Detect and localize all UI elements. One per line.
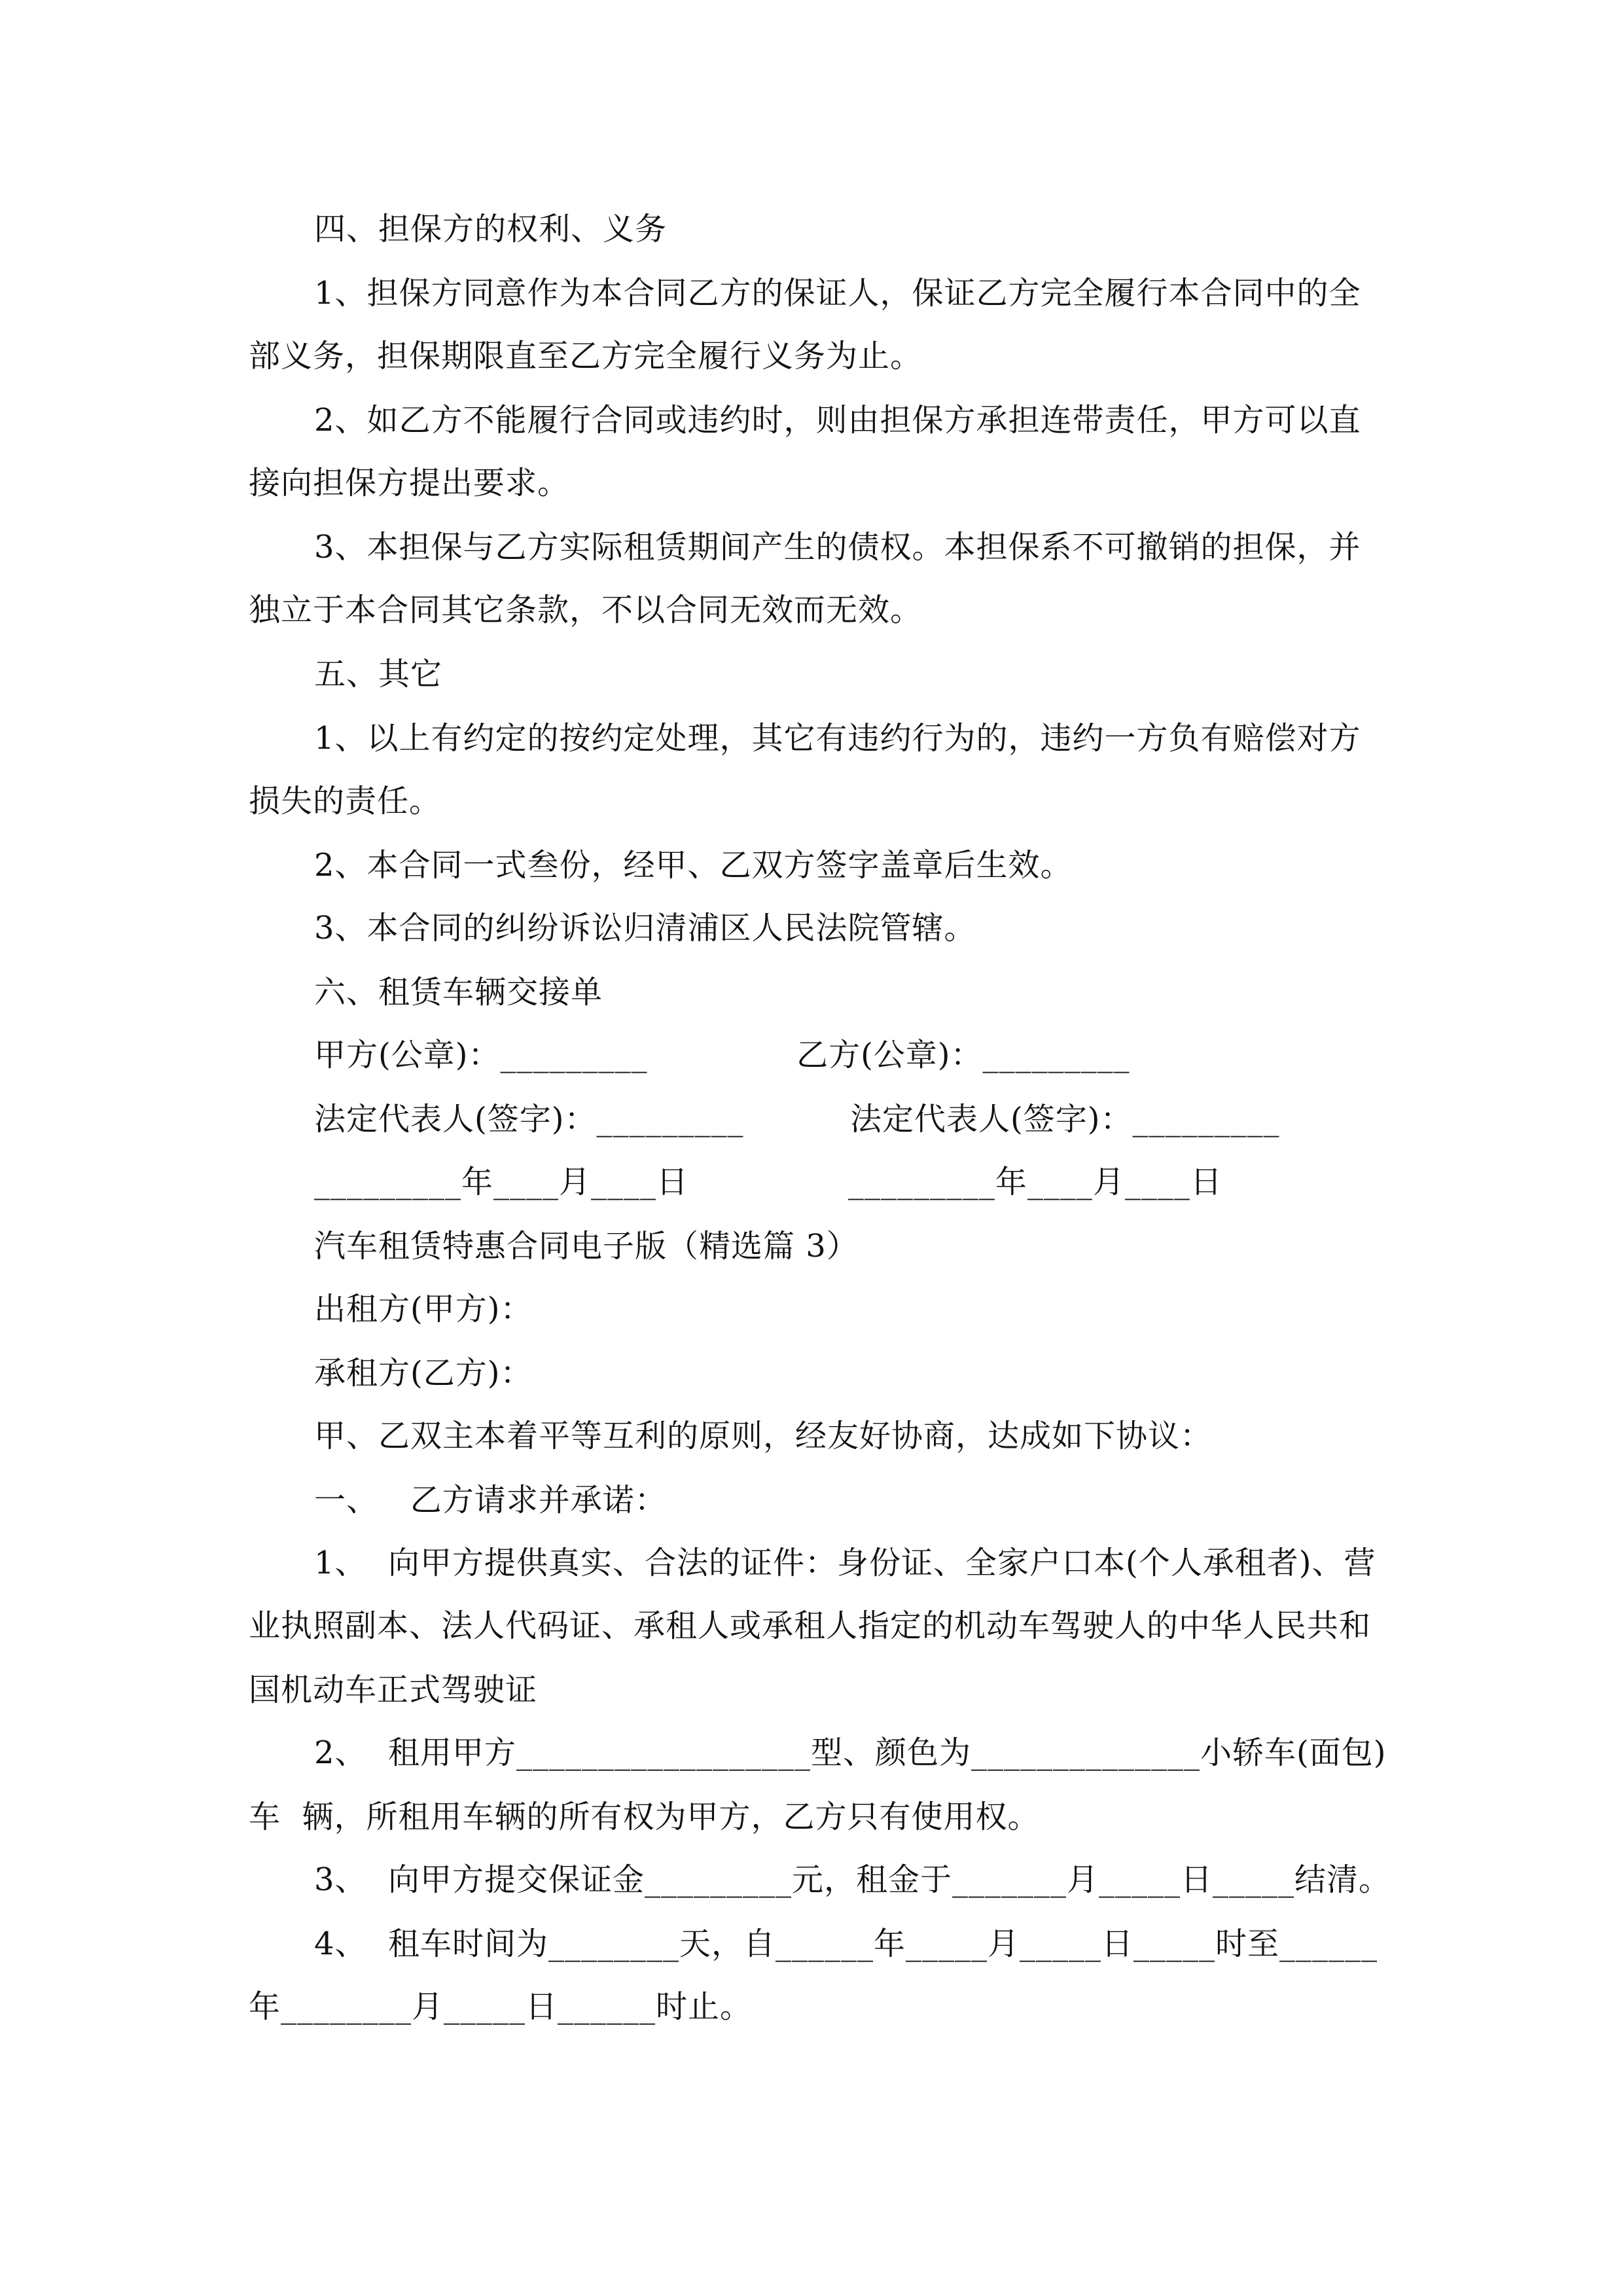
lessee-line: 承租方(乙方)： [314, 1355, 533, 1391]
clause-line: 1、担保方同意作为本合同乙方的保证人，保证乙方完全履行本合同中的全 [314, 275, 1361, 312]
section-heading-other: 五、其它 [314, 656, 443, 692]
clause-line: 接向担保方提出要求。 [249, 465, 570, 501]
section-heading-handover: 六、租赁车辆交接单 [314, 974, 603, 1011]
clause-line: 3、本担保与乙方实际租赁期间产生的债权。本担保系不可撤销的担保，并 [314, 529, 1361, 565]
clause-line: 国机动车正式驾驶证 [249, 1672, 538, 1708]
signature-seal-line: 甲方(公章)：_________ 乙方(公章)：_________ [314, 1037, 1130, 1073]
section-heading-lessee-commitments: 一、 乙方请求并承诺： [314, 1482, 667, 1518]
signature-representative-line: 法定代表人(签字)：_________ 法定代表人(签字)：_________ [314, 1101, 1280, 1138]
clause-line: 2、 租用甲方__________________型、颜色为______________小轿车(面包) [314, 1734, 1387, 1771]
clause-line: 车 辆，所租用车辆的所有权为甲方，乙方只有使用权。 [249, 1799, 1040, 1835]
clause-line: 独立于本合同其它条款，不以合同无效而无效。 [249, 592, 923, 628]
clause-line: 4、 租车时间为________天，自______年_____月_____日_____时至______ [314, 1926, 1378, 1962]
clause-line: 2、如乙方不能履行合同或违约时，则由担保方承担连带责任，甲方可以直 [314, 402, 1361, 439]
lessor-line: 出租方(甲方)： [314, 1291, 533, 1327]
clause-line: 1、以上有约定的按约定处理，其它有违约行为的，违约一方负有赔偿对方 [314, 720, 1361, 757]
clause-line: 3、 向甲方提交保证金_________元，租金于_______月_____日_____结清。 [314, 1861, 1391, 1898]
section-heading-guarantor-rights: 四、担保方的权利、义务 [314, 211, 668, 247]
clause-line: 2、本合同一式叁份，经甲、乙双方签字盖章后生效。 [314, 847, 1073, 884]
clause-line: 3、本合同的纠纷诉讼归清浦区人民法院管辖。 [314, 910, 976, 946]
clause-line: 年________月_____日______时止。 [249, 1988, 753, 2025]
clause-line: 业执照副本、法人代码证、承租人或承租人指定的机动车驾驶人的中华人民共和 [249, 1607, 1372, 1644]
clause-line: 损失的责任。 [249, 783, 442, 819]
clause-line: 部义务，担保期限直至乙方完全履行义务为止。 [249, 338, 923, 374]
contract-title: 汽车租赁特惠合同电子版（精选篇 3） [314, 1228, 859, 1265]
signature-date-line: _________年____月____日 _________年____月____日 [314, 1164, 1222, 1200]
preamble: 甲、乙双主本着平等互利的原则，经友好协商，达成如下协议： [314, 1418, 1213, 1454]
clause-line: 1、 向甲方提供真实、合法的证件：身份证、全家户口本(个人承租者)、营 [314, 1545, 1376, 1581]
